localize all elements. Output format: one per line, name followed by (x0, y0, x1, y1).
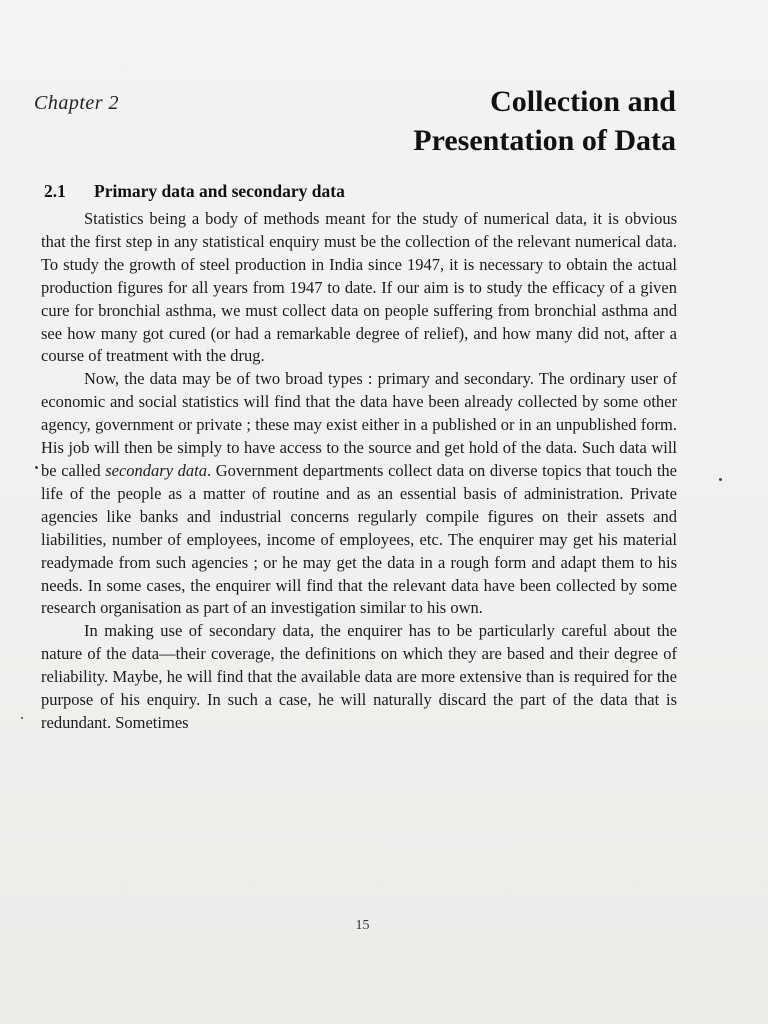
section-heading (44, 181, 345, 202)
ink-speck (719, 478, 722, 481)
paragraph-2-text-end: . Government departments collect data on diverse topics that touch the life of the people as a matter of routine and as an essential basis of administration. Private agencies like banks and industrial concerns regularly compile figures on their assets and liabilities, number of employees, income of employees, etc. The enquirer may get his material readymade from such agencies ; or he may get the data in a rough form and adapt them to his needs. In some cases, the enquirer will find that the relevant data have been collected by some research organisation as part of an investigation similar to his own. (41, 460, 677, 618)
chapter-label: Chapter 2 (34, 92, 120, 114)
body-text (41, 208, 677, 735)
chapter-title-line-1: Collection and (490, 85, 676, 118)
chapter-title-line-2: Presentation of Data (413, 124, 676, 157)
paragraph-2-text-start: Now, the data may be of two broad types : primary and secondary. The ordinary user of economic and social statistics will find that the data have been already collected by some other agency, government or private ; these may exist either in a published or in an unpublished form. His job will then be simply to have access to the source and get hold of the data. Such data will be called (41, 369, 677, 480)
paragraph-2 (41, 368, 677, 620)
section-number: 2.1 (44, 181, 66, 201)
page-number: 15 (355, 918, 370, 933)
ink-speck (21, 717, 23, 719)
ink-speck (35, 466, 38, 469)
paragraph-3: In making use of secondary data, the enquirer has to be particularly careful about the nature of the data—their coverage, the definitions on which they are based and their degree of reliability. Maybe, he will find that the available data are more extensive than is required for the purpose of his enquiry. In such a case, he will naturally discard the part of the data that is redundant. Sometimes (41, 621, 677, 732)
paragraph-1: Statistics being a body of methods meant for the study of numerical data, it is obvious that the first step in any statistical enquiry must be the collection of the relevant numerical data. To study the growth of steel production in India since 1947, it is necessary to obtain the actual production figures for all years from 1947 to date. If our aim is to study the efficacy of a given cure for bronchial asthma, we must collect data on people suffering from bronchial asthma and see how many got cured (or had a remarkable degree of relief), and how many did not, after a course of treatment with the drug. (41, 209, 677, 366)
emphasis-secondary-data: secondary data (105, 460, 207, 480)
section-title: Primary data and secondary data (94, 181, 345, 201)
chapter-title (413, 82, 676, 160)
